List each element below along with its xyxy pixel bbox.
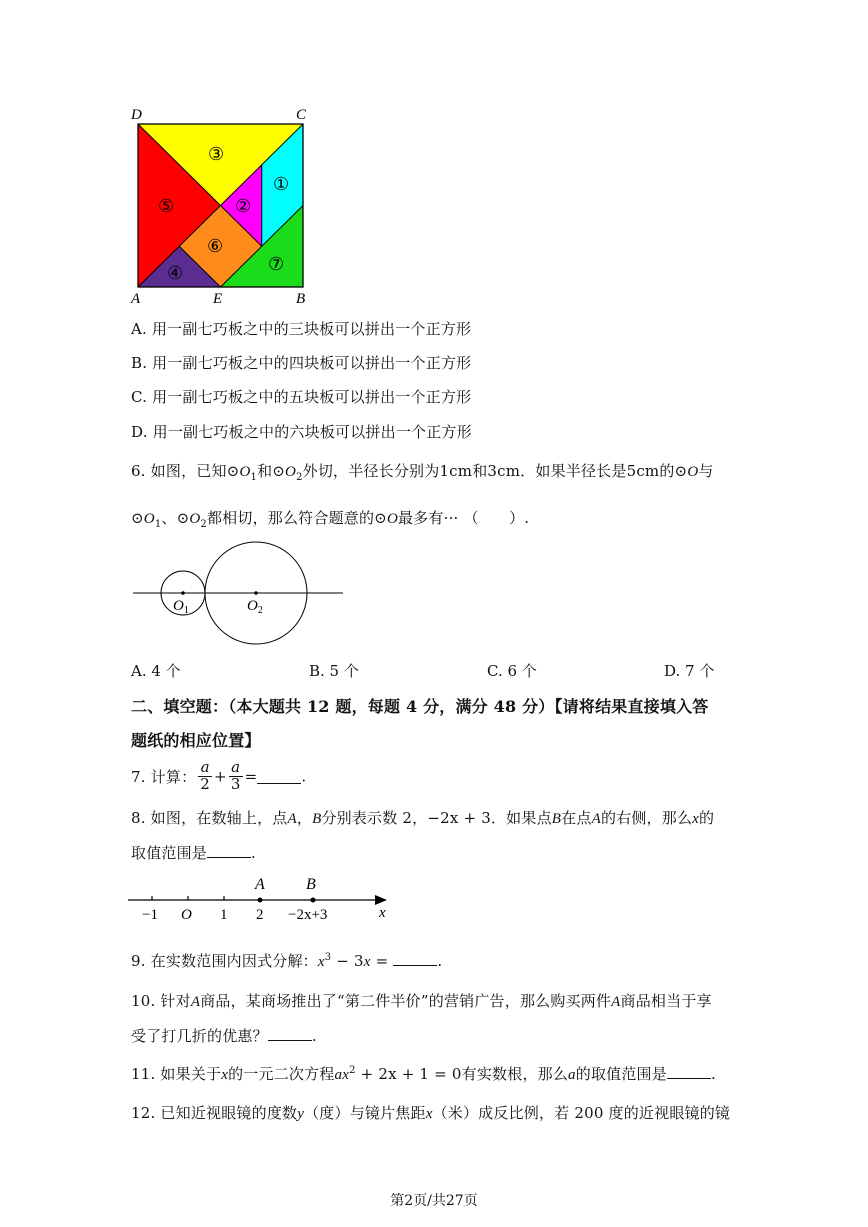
q8-line2 [131,842,256,863]
q6-o2: O [285,464,297,480]
q10-line2 [131,1025,317,1046]
q6-option-b: B. 5 个 [309,662,359,680]
q11-text-a: 11. 如果关于 [131,1065,222,1083]
tick-label-origin: O [181,907,192,923]
q8-answer-blank [207,842,251,858]
q11-text-b: 的一元二次方程 [228,1065,335,1083]
q8-text-b: ， [296,809,313,827]
q11-answer-blank [667,1063,711,1079]
q6-l2-o2: O [189,511,201,527]
q9-prefix: 9. 在实数范围内因式分解： [131,952,318,970]
axis-arrow [375,895,387,905]
tangent-circles-figure [130,538,350,648]
label-E: E [213,291,223,307]
q7-eq: = [244,767,258,786]
q8-text-g: 的 [699,809,715,827]
q6-l2-o1: O [143,511,155,527]
piece-label-4: ④ [167,263,184,283]
q8-text-e: 在点 [561,809,592,827]
q7 [131,760,306,793]
label-D: D [131,107,142,123]
q6-option-c: C. 6 个 [487,662,537,680]
tick-label-expr: −2x+3 [288,907,328,923]
q7-end: . [301,767,307,786]
q6-l2-s2: 2 [200,519,207,530]
q6-text-3: 外切，半径长分别为1cm和3cm．如果半径长是5cm的⊙ [302,462,688,480]
q7-den1: 2 [200,774,211,793]
q6-line1 [131,460,714,483]
q9-x: x [317,954,325,970]
q12-y: y [297,1106,305,1122]
q10-line2-text: 受了打几折的优惠？ [131,1027,268,1045]
q8-A2: A [591,811,601,827]
section2-heading-line1: 二、填空题：（本大题共 12 题，每题 4 分，满分 48 分）【请将结果直接填入答 [131,697,709,716]
q7-frac1 [198,760,212,793]
q6-l2-c: 都相切，那么符合题意的⊙ [206,509,387,527]
q6-o3: O [687,464,699,480]
q6-option-d: D. 7 个 [664,662,715,680]
q7-answer-blank [257,768,301,784]
q6-line2 [131,507,529,530]
q6-text-1: 6. 如图，已知⊙ [131,462,240,480]
q6-sub1: 1 [250,472,258,483]
q11-end: . [710,1065,716,1083]
label-C: C [296,107,307,123]
piece-label-6: ⑥ [207,236,224,256]
point-A-label: A [255,876,265,893]
q11-sup: 2 [349,1065,356,1076]
q12-x: x [425,1106,433,1122]
q6-o1: O [239,464,251,480]
q8-text-d: ．如果点 [490,809,552,827]
q5-option-c: C. 用一副七巧板之中的五块板可以拼出一个正方形 [131,388,472,406]
q7-den2: 3 [230,774,241,793]
q10-A2: A [611,994,621,1010]
q10-text-c: 商品相当于享 [620,992,712,1010]
piece-label-1: ① [273,174,290,194]
q9-sup: 3 [324,952,332,963]
piece-label-5: ⑤ [158,196,175,216]
q6-l2-s1: 1 [154,519,162,530]
q6-l2-o3: O [386,511,398,527]
q8-B2: B [551,811,562,827]
tick-label-neg1: −1 [142,907,158,923]
q11-eq-part2: + 2x + 1 = 0 [355,1065,462,1083]
q10-text-a: 10. 针对 [131,992,191,1010]
q10-text-b: 商品，某商场推出了“第二件半价”的营销广告，那么购买两件 [200,992,612,1010]
q8-A: A [287,811,297,827]
q7-prefix: 7. 计算： [131,767,197,786]
q11-eq-part1: ax [334,1067,350,1083]
q7-num1: a [198,760,212,777]
q9-mid: − 3 [331,952,364,970]
q11-text-d: 的取值范围是 [575,1065,667,1083]
q8-line2-text: 取值范围是 [131,844,208,862]
q9 [131,950,442,971]
piece-label-7: ⑦ [268,254,285,274]
q10-answer-blank [268,1025,312,1041]
tick-label-2: 2 [256,907,264,923]
q6-l2-d: 最多有··· （ ）. [398,509,530,527]
q8-text-f: 的右侧，那么 [600,809,693,827]
q8-line1 [131,807,714,828]
q9-x2: x [363,954,371,970]
q11-text-c: 有实数根，那么 [461,1065,569,1083]
tangram-figure [125,102,325,307]
label-A: A [131,291,141,307]
q12-text-b: （度）与镜片焦距 [304,1104,426,1122]
q6-l2-a: ⊙ [131,509,144,527]
q7-plus: + [214,767,227,786]
fig-o1-label: $O_1$ [173,598,189,616]
q6-option-a: A. 4 个 [131,662,181,680]
q12-text-a: 12. 已知近视眼镜的度数 [131,1104,298,1122]
page-footer: 第2页/共27页 [390,1193,478,1209]
q8-x: x [692,811,700,827]
q12-line1 [131,1102,730,1123]
q10-A: A [190,994,201,1010]
section2-heading-line2: 题纸的相应位置】 [131,731,261,750]
q9-eq: = [370,952,394,970]
tick-label-1: 1 [220,907,228,923]
piece-label-3: ③ [208,144,225,164]
q7-frac2 [229,760,243,793]
label-B: B [296,291,306,307]
q8-text-a: 8. 如图，在数轴上，点 [131,809,288,827]
q12-text-c: （米）成反比例，若 200 度的近视眼镜的镜 [432,1104,731,1122]
q8-end: . [251,844,256,862]
q6-text-4: 与 [698,462,714,480]
q9-end: . [437,952,443,970]
q5-option-d: D. 用一副七巧板之中的六块板可以拼出一个正方形 [131,423,472,441]
q5-option-a: A. 用一副七巧板之中的三块板可以拼出一个正方形 [131,320,472,338]
q8-text-c: 分别表示数 2， [321,809,428,827]
q11 [131,1063,716,1084]
q6-l2-b: 、⊙ [161,509,190,527]
fig-o2-label: $O_2$ [247,598,263,616]
piece-label-2: ② [235,196,252,216]
q11-x: x [221,1067,229,1083]
point-B [311,898,316,903]
center-o1 [181,591,185,595]
q10-line1 [131,990,712,1011]
q7-num2: a [229,760,243,777]
q10-end: . [311,1027,317,1045]
point-B-label: B [306,876,316,893]
q6-text-2: 和⊙ [257,462,286,480]
point-A [258,898,263,903]
number-line-figure [125,872,400,924]
q11-a: a [568,1067,576,1083]
q9-answer-blank [393,950,437,966]
q6-sub2: 2 [296,472,303,483]
q5-option-b: B. 用一副七巧板之中的四块板可以拼出一个正方形 [131,354,472,372]
q8-expr: −2x + 3 [427,809,491,827]
center-o2 [254,591,258,595]
q8-B: B [312,811,322,827]
axis-variable-label: x [379,905,386,921]
